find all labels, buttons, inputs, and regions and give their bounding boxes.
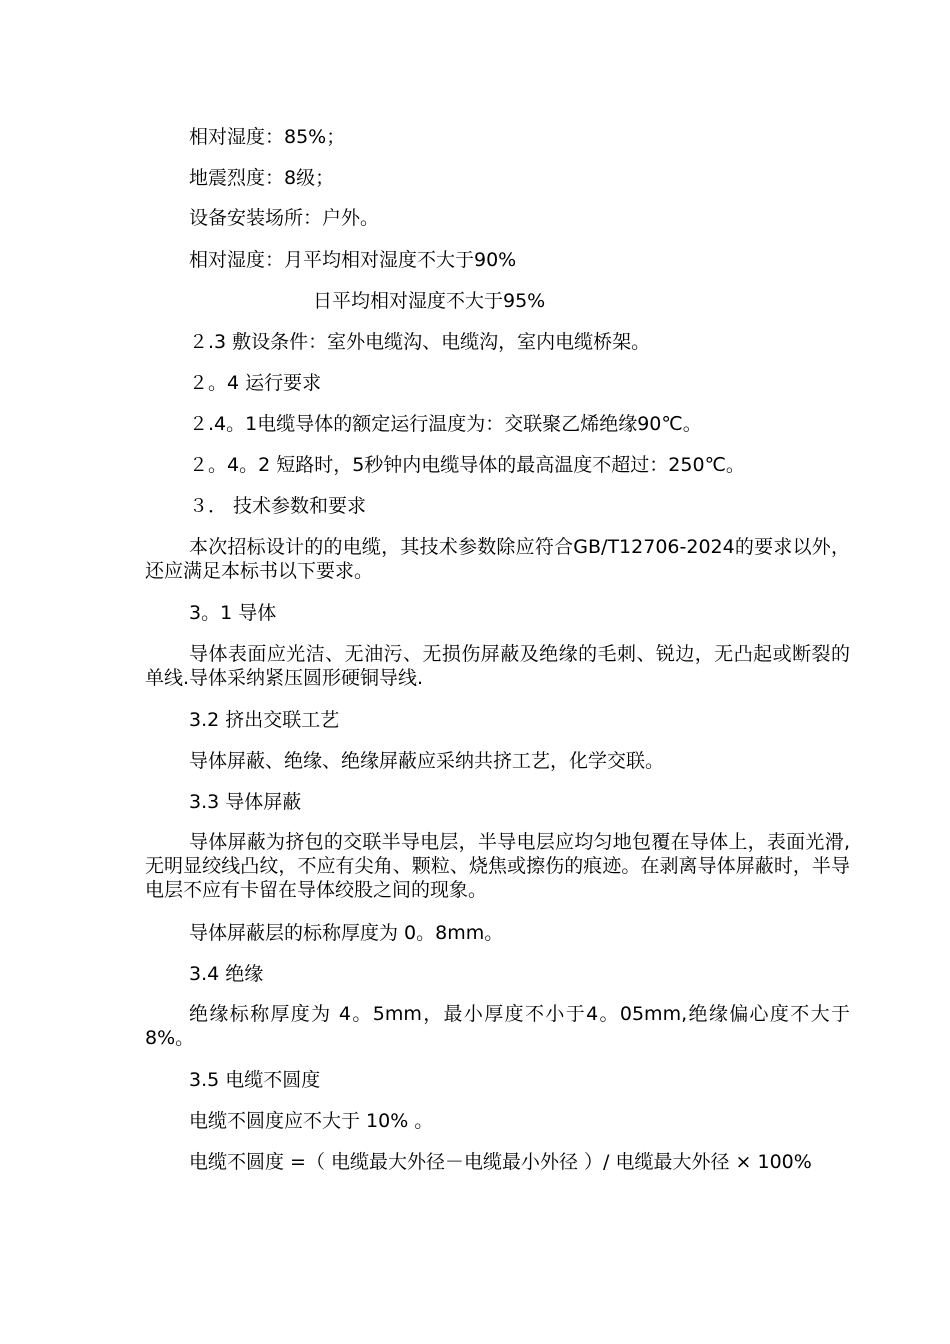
paragraph-relative-humidity: 相对湿度：85%； xyxy=(189,126,346,148)
paragraph-out-of-roundness-formula: 电缆不圆度 =（ 电缆最大外径－电缆最小外径 ）/ 电缆最大外径 × 100% xyxy=(189,1151,812,1173)
paragraph-seismic-intensity: 地震烈度：8级； xyxy=(189,167,335,189)
heading-out-of-roundness: 3.5 电缆不圆度 xyxy=(189,1069,321,1091)
paragraph-short-circuit: ２。4。2 短路时，5秒钟内电缆导体的最高温度不超过：250℃。 xyxy=(189,454,745,476)
paragraph-standard-compliance: 本次招标设计的的电缆，其技术参数除应符合GB/T12706-2024的要求以外，还应满足本标书以下要求。 xyxy=(145,536,850,582)
paragraph-monthly-humidity: 相对湿度：月平均相对湿度不大于90% xyxy=(189,249,517,271)
paragraph-rated-temperature: ２.4。1电缆导体的额定运行温度为：交联聚乙烯绝缘90℃。 xyxy=(189,413,702,435)
heading-conductor: 3。1 导体 xyxy=(189,602,277,624)
heading-conductor-shield: 3.3 导体屏蔽 xyxy=(189,791,302,813)
heading-operation-requirements: ２。4 运行要求 xyxy=(189,372,322,394)
paragraph-daily-humidity: 日平均相对湿度不大于95% xyxy=(313,290,546,312)
paragraph-out-of-roundness-limit: 电缆不圆度应不大于 10% 。 xyxy=(189,1110,434,1132)
heading-laying-conditions: ２.3 敷设条件：室外电缆沟、电缆沟，室内电缆桥架。 xyxy=(189,331,651,353)
paragraph-conductor-shield: 导体屏蔽为挤包的交联半导电层，半导电层应均匀地包覆在导体上，表面光滑,无明显绞线凸纹，不应有尖角、颗粒、烧焦或擦伤的痕迹。在剥离导体屏蔽时，半导电层不应有卡留在导体绞股之间的现象。 xyxy=(145,831,850,901)
paragraph-shield-thickness: 导体屏蔽层的标称厚度为 0。8mm。 xyxy=(189,922,504,944)
heading-insulation: 3.4 绝缘 xyxy=(189,963,264,985)
heading-technical-parameters: ３． 技术参数和要求 xyxy=(189,495,367,517)
paragraph-insulation: 绝缘标称厚度为 4。5mm，最小厚度不小于4。05mm,绝缘偏心度不大于8%。 xyxy=(145,1003,850,1049)
paragraph-conductor: 导体表面应光洁、无油污、无损伤屏蔽及绝缘的毛刺、锐边，无凸起或断裂的单线.导体采纳紧压圆形硬铜导线. xyxy=(145,643,850,689)
heading-extrusion-crosslinking: 3.2 挤出交联工艺 xyxy=(189,709,340,731)
paragraph-extrusion-crosslinking: 导体屏蔽、绝缘、绝缘屏蔽应采纳共挤工艺，化学交联。 xyxy=(189,750,665,772)
paragraph-installation-site: 设备安装场所：户外。 xyxy=(189,207,380,229)
